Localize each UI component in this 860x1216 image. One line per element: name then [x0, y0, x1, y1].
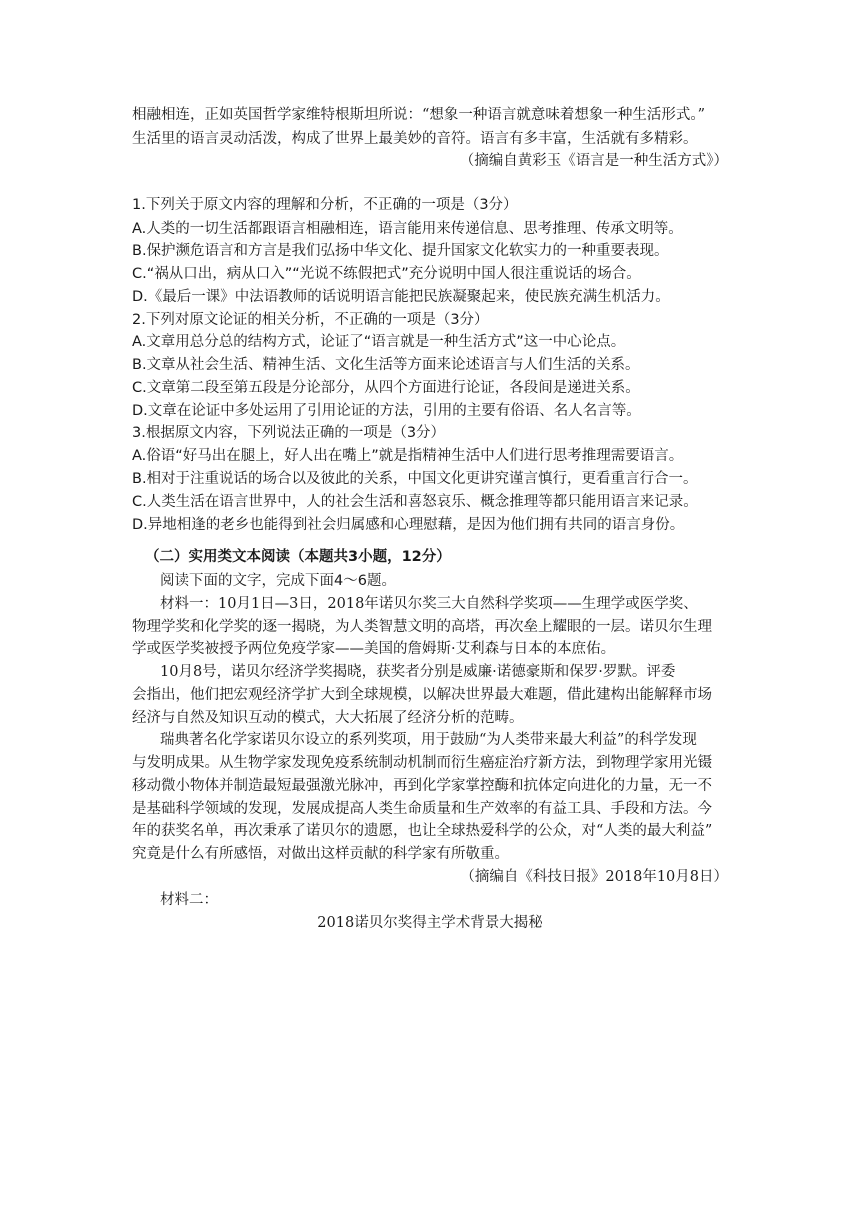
- question-2-option-c: C.文章第二段至第五段是分论部分，从四个方面进行论证，各段间是递进关系。: [132, 380, 640, 396]
- material-1-line-8: 与发明成果。从生物学家发现免疫系统制动机制而衍生癌症治疗新方法，到物理学家用光镊: [132, 755, 712, 771]
- question-1-option-c: C.“祸从口出，病从口入”“光说不练假把式”充分说明中国人很注重说话的场合。: [132, 266, 641, 282]
- material-1-line-9: 移动微小物体并制造最短最强激光脉冲，再到化学家掌控酶和抗体定向进化的力量，无一不: [132, 778, 712, 794]
- material-1-line-5: 会指出，他们把宏观经济学扩大到全球规模，以解决世界最大难题，借此建构出能解释市场: [132, 687, 712, 703]
- section-2-heading: （二）实用类文本阅读（本题共3小题，12分）: [145, 549, 451, 565]
- question-1-option-b: B.保护濒危语言和方言是我们弘扬中华文化、提升国家文化软实力的一种重要表现。: [132, 243, 669, 259]
- intro-line-1: 相融相连，正如英国哲学家维特根斯坦所说：“想象一种语言就意味着想象一种生活形式。”: [132, 107, 706, 123]
- question-3-option-c: C.人类生活在语言世界中，人的社会生活和喜怒哀乐、概念推理等都只能用语言来记录。: [132, 494, 698, 510]
- question-2-option-a: A.文章用总分总的结构方式，论证了“语言就是一种生活方式”这一中心论点。: [132, 334, 626, 350]
- material-1-line-12: 究竟是什么有所感悟，对做出这样贡献的科学家有所敬重。: [132, 846, 509, 862]
- section-2-instruction: 阅读下面的文字，完成下面4～6题。: [160, 573, 396, 589]
- question-1-option-d: D.《最后一课》中法语教师的话说明语言能把民族凝聚起来，使民族充满生机活力。: [132, 289, 670, 305]
- question-3-option-d: D.异地相逢的老乡也能得到社会归属感和心理慰藉，是因为他们拥有共同的语言身份。: [132, 517, 685, 533]
- material-1-line-11: 年的获奖名单，再次秉承了诺贝尔的遗愿，也让全球热爱科学的公众，对“人类的最大利益”: [132, 823, 713, 839]
- material-1-source: （摘编自《科技日报》2018年10月8日）: [460, 869, 728, 885]
- material-1-line-7: 瑞典著名化学家诺贝尔设立的系列奖项，用于鼓励“为人类带来最大利益”的科学发现: [160, 732, 697, 748]
- question-3-option-a: A.俗语“好马出在腿上，好人出在嘴上”就是指精神生活中人们进行思考推理需要语言。: [132, 448, 684, 464]
- material-2-label: 材料二：: [160, 892, 218, 908]
- question-2-stem: 2.下列对原文论证的相关分析，不正确的一项是（3分）: [132, 312, 489, 328]
- material-1-line-1: 材料一：10月1日—3日，2018年诺贝尔奖三大自然科学奖项——生理学或医学奖、: [160, 596, 698, 612]
- intro-source: （摘编自黄彩玉《语言是一种生活方式》）: [459, 153, 728, 169]
- material-1-line-4: 10月8号，诺贝尔经济学奖揭晓，获奖者分别是威廉·诺德豪斯和保罗·罗默。评委: [160, 664, 676, 680]
- question-2-option-b: B.文章从社会生活、精神生活、文化生活等方面来论述语言与人们生活的关系。: [132, 357, 640, 373]
- question-3-option-b: B.相对于注重说话的场合以及彼此的关系，中国文化更讲究谨言慎行，更看重言行合一。: [132, 471, 698, 487]
- material-2-title: 2018诺贝尔奖得主学术背景大揭秘: [317, 915, 543, 931]
- question-1-option-a: A.人类的一切生活都跟语言相融相连，语言能用来传递信息、思考推理、传承文明等。: [132, 221, 683, 237]
- intro-line-2: 生活里的语言灵动活泼，构成了世界上最美妙的音符。语言有多丰富，生活就有多精彩。: [132, 131, 698, 147]
- question-1-stem: 1.下列关于原文内容的理解和分析，不正确的一项是（3分）: [132, 197, 518, 213]
- material-1-line-2: 物理学奖和化学奖的逐一揭晓，为人类智慧文明的高塔，再次垒上耀眼的一层。诺贝尔生理: [132, 619, 712, 635]
- question-2-option-d: D.文章在论证中多处运用了引用论证的方法，引用的主要有俗语、名人名言等。: [132, 403, 641, 419]
- material-1-line-10: 是基础科学领域的发现，发展成提高人类生命质量和生产效率的有益工具、手段和方法。今: [132, 801, 712, 817]
- material-1-line-6: 经济与自然及知识互动的模式，大大拓展了经济分析的范畴。: [132, 710, 524, 726]
- question-3-stem: 3.根据原文内容，下列说法正确的一项是（3分）: [132, 425, 446, 441]
- material-1-line-3: 学或医学奖被授予两位免疫学家——美国的詹姆斯·艾利森与日本的本庶佑。: [132, 641, 616, 657]
